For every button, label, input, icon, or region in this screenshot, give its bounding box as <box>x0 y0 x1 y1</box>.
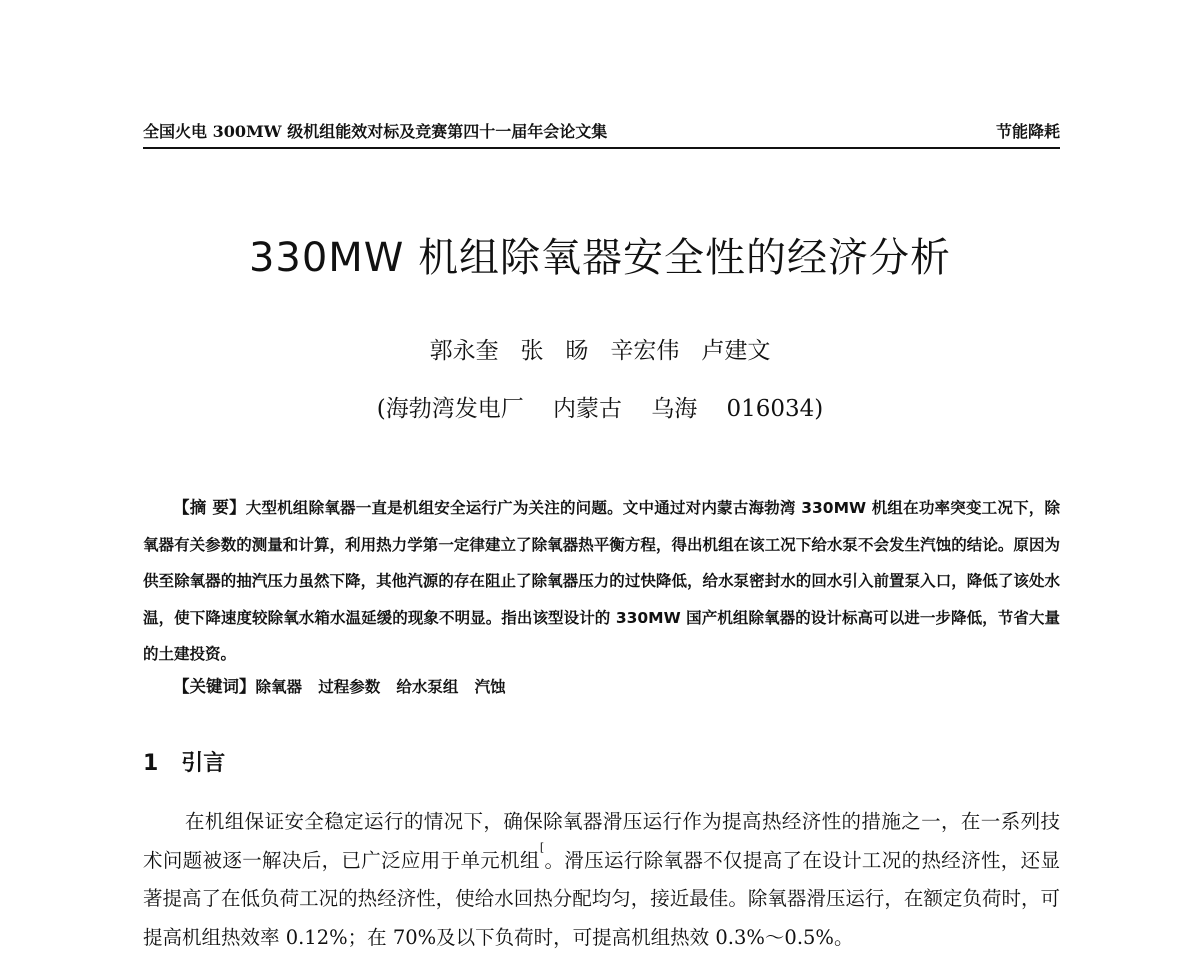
keywords <box>173 673 1060 697</box>
abstract-label: 【摘 要】 <box>173 498 246 517</box>
citation-mark: [ <box>539 840 545 854</box>
proceedings-title: 全国火电 300MW 级机组能效对标及竞赛第四十一届年会论文集 <box>143 122 608 141</box>
paper-title: 330MW 机组除氧器安全性的经济分析 <box>248 235 952 281</box>
keywords-text: 除氧器 过程参数 给水泵组 汽蚀 <box>255 678 506 696</box>
body-text-part-2: 。滑压运行除氧器不仅提高了在设计工况的热经济性，还显著提高了在低负荷工况的热经济性，使给水回热分配均匀，接近最佳。除氧器滑压运行，在额定负荷时，可提高机组热效率 0.12%；在 70%及以下负荷时，可提高机组热效 0.3%～0.5%。 <box>143 848 1060 949</box>
running-header <box>143 117 1060 149</box>
body-text-part-1: 在机组保证安全稳定运行的情况下，确保除氧器滑压运行作为提高热经济性的措施之一，在一系列技术问题被逐一解决后，已广泛应用于单元机组 <box>143 810 1060 872</box>
section-category: 节能降耗 <box>995 122 1060 141</box>
body-paragraph <box>143 803 1060 957</box>
section-heading-introduction: 1 引言 <box>143 751 226 776</box>
keywords-label: 【关键词】 <box>173 677 256 696</box>
author-list: 郭永奎 张 旸 辛宏伟 卢建文 <box>429 338 771 364</box>
abstract <box>143 490 1060 673</box>
author-affiliation: (海勃湾发电厂 内蒙古 乌海 016034) <box>376 396 824 422</box>
abstract-text: 大型机组除氧器一直是机组安全运行广为关注的问题。文中通过对内蒙古海勃湾 330MW 机组在功率突变工况下，除氧器有关参数的测量和计算，利用热力学第一定律建立了除氧器热平衡方程，得出机组在该工况下给水泵不会发生汽蚀的结论。原因为供至除氧器的抽汽压力虽然下降，其他汽源的存在阻止了除氧器压力的过快降低，给水泵密封水的回水引入前置泵入口，降低了该处水温，使下降速度较除氧水箱水温延缓的现象不明显。指出该型设计的 330MW 国产机组除氧器的设计标高可以进一步降低，节省大量的土建投资。 <box>143 499 1060 663</box>
